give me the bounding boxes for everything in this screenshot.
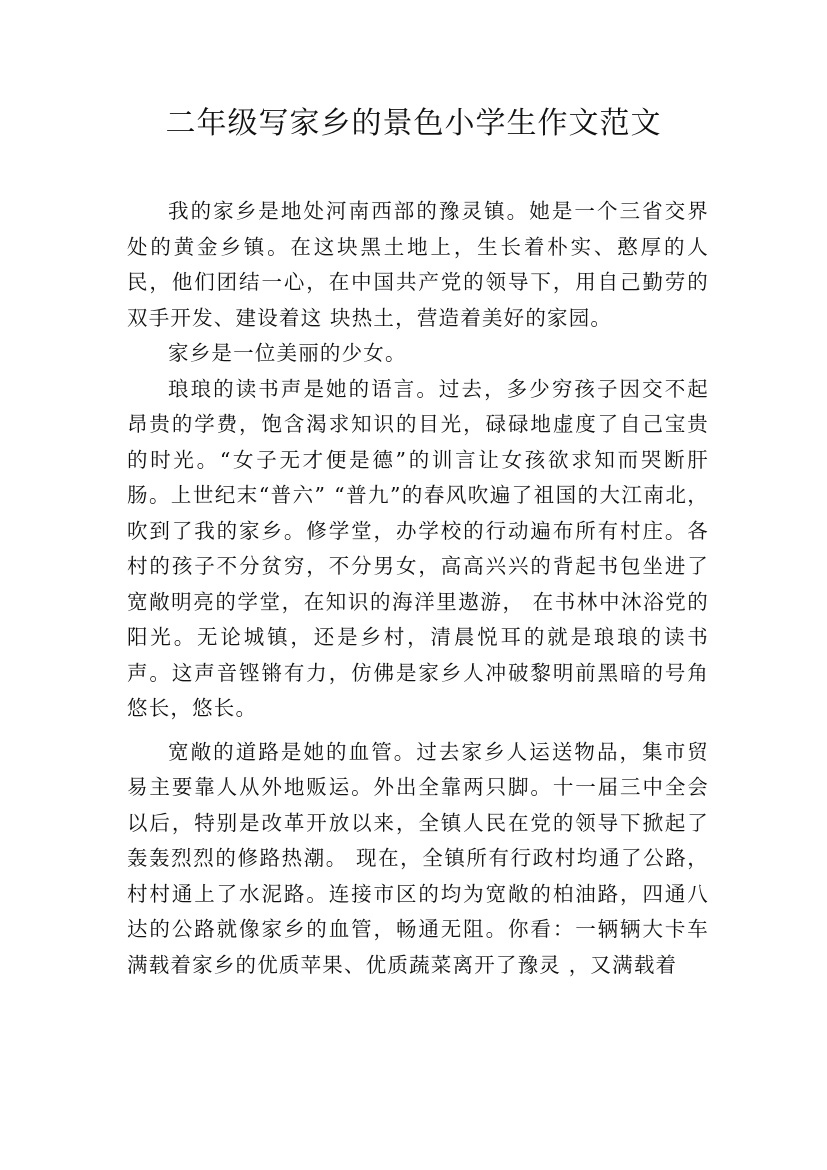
paragraph-reading-voice: 琅琅的读书声是她的语言。过去，多少穷孩子因交不起昂贵的学费，饱含渴求知识的目光，碌碌地虚度了自己宝贵的时光。“女子无才便是德”的训言让女孩欲求知而哭断肝肠。上世纪末“普六” “普九”的春风吹遍了祖国的大江南北，吹到了我的家乡。修学堂，办学校的行动遍布所有村庄。各村的孩子不分贫穷，不分男女，高高兴兴的背起书包坐进了宽敞明亮的学堂，在知识的海洋里遨游， 在书林中沐浴党的阳光。无论城镇，还是乡村，清晨悦耳的就是琅琅的读书声。这声音铿锵有力，仿佛是家乡人冲破黎明前黑暗的号角悠长，悠长。 — [127, 376, 709, 720]
paragraph-roads: 宽敞的道路是她的血管。过去家乡人运送物品，集市贸易主要靠人从外地贩运。外出全靠两只脚。十一届三中全会以后，特别是改革开放以来，全镇人民在党的领导下掀起了轰轰烈烈的修路热潮。 现在，全镇所有行政村均通了公路，村村通上了水泥路。连接市区的均为宽敞的柏油路，四通八达的公路就像家乡的血管，畅通无阻。你看：一辆辆大卡车满载着家乡的优质苹果、优质蔬菜离开了豫灵 ，又满载着 — [127, 739, 709, 977]
paragraph-intro: 我的家乡是地处河南西部的豫灵镇。她是一个三省交界处的黄金乡镇。在这块黑土地上，生长着朴实、憨厚的人民，他们团结一心，在中国共产党的领导下，用自己勤劳的双手开发、建设着这 块热土，营造着美好的家园。 — [127, 199, 709, 330]
document-title: 二年级写家乡的景色小学生作文范文 — [165, 106, 662, 141]
paragraph-beautiful-girl: 家乡是一位美丽的少女。 — [168, 341, 407, 365]
document-body — [127, 194, 709, 983]
